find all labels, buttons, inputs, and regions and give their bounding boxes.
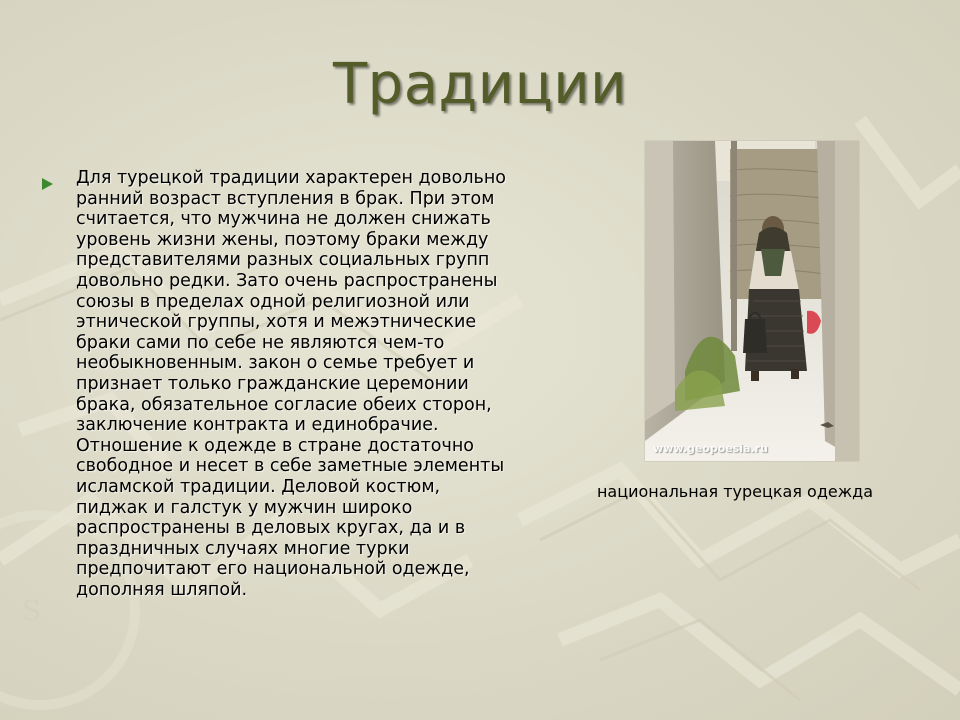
photo-caption: национальная турецкая одежда <box>596 482 874 501</box>
woman-photo <box>645 141 859 461</box>
photo-illustration <box>645 141 859 461</box>
photo-watermark: www.geopoesia.ru <box>653 442 768 455</box>
background-letter: S <box>22 594 42 627</box>
body-paragraph: Для турецкой традиции характерен довольно ранний возраст вступления в брак. При этом считается, что мужчина не должен снижать уровень жизни жены, поэтому браки между представителями разных социальных групп довольно редки. Зато очень распространены союзы в пределах одной религиозной или этнической группы, хотя и межэтнические браки сами по себе не являются чем-то необыкновенным. закон о семье требует и признает только гражданские церемонии брака, обязательное согласие обеих сторон, заключение контракта и единобрачие. Отношение к одежде в стране достаточно свободное и несет в себе заметные элементы исламской традиции. Деловой костюм, пиджак и галстук у мужчин широко распространены в деловых кругах, да и в праздничных случаях многие турки предпочитают его национальной одежде, дополняя шляпой. <box>76 168 507 600</box>
slide-title: Традиции <box>332 52 628 117</box>
triangle-bullet-icon <box>42 178 53 190</box>
